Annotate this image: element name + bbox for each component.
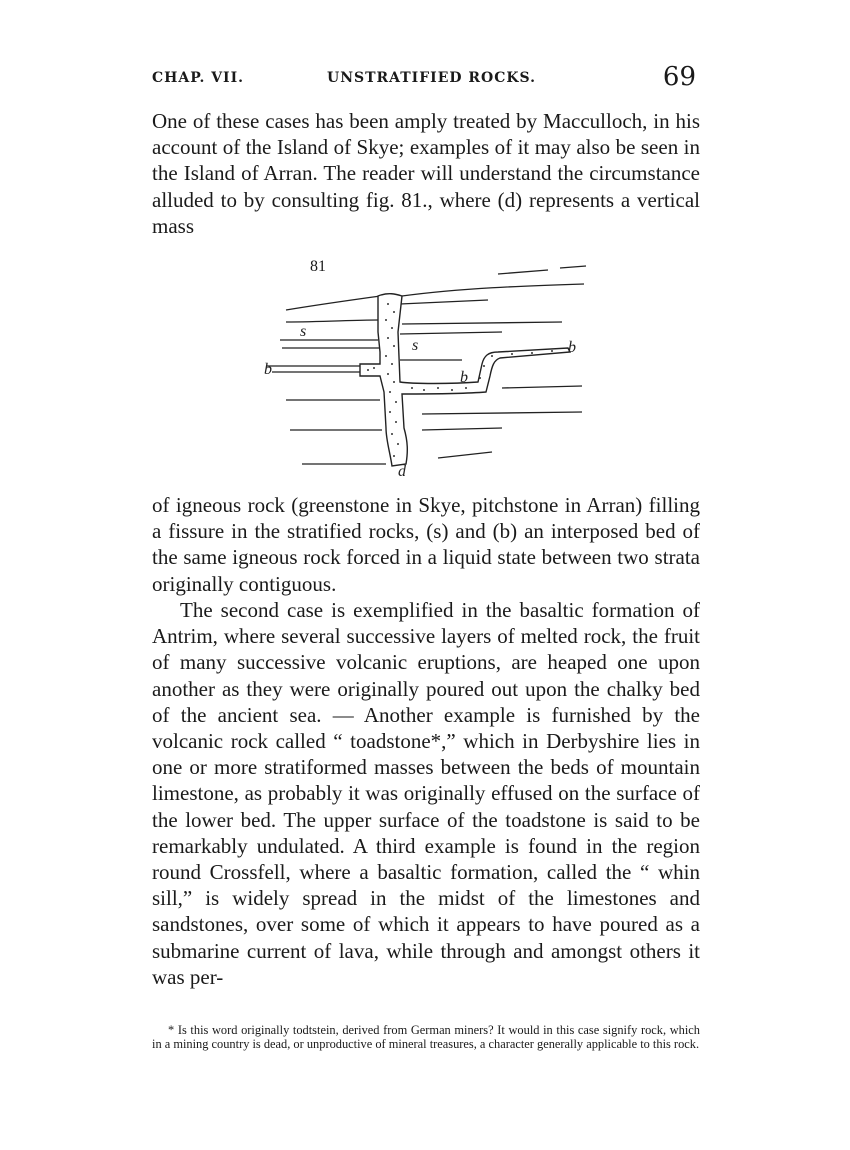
- label-b-middle: b: [460, 369, 468, 386]
- paragraph-second-case: The second case is exemplified in the basaltic formation of Antrim, where several successive layers of melted rock, the fruit of many successive volcanic eruptions, are heaped one upon another as they were originally poured out upon the chalky bed of the ancient sea. — Another example is furnished by the volcanic rock called “ toadstone*,” which in Derbyshire lies in one or more stratiformed masses between the beds of mountain limestone, as probably it was originally effused on the surface of the lower bed. The upper surface of the toadstone is said to be remarkably undulated. A third example is found in the region round Crossfell, where a basaltic formation, called the “ whin sill,” is widely spread in the midst of the limestones and sandstones, over some of which it appears to have poured as a submarine current of lava, while through and amongst others it was per-: [152, 598, 700, 989]
- strata-lines-left: [266, 296, 386, 464]
- page-number: 69: [662, 62, 696, 92]
- paragraph-intro: One of these cases has been amply treated by Macculloch, in his account of the Island of Skye; examples of it may also be seen in the Island of Arran. The reader will understand the circumstance alluded to by consulting fig. 81., where (d) represents a vertical mass: [152, 109, 700, 238]
- label-b-left: b: [264, 361, 272, 378]
- figure-number: 81: [310, 258, 326, 275]
- strata-diagram: [262, 252, 602, 477]
- label-s-left: s: [300, 323, 307, 340]
- figure-81: [262, 252, 602, 477]
- label-d: d: [398, 463, 406, 477]
- label-b-right: b: [568, 339, 576, 356]
- label-s-right: s: [412, 337, 419, 354]
- chapter-label: CHAP. VII.: [152, 70, 245, 86]
- running-header: [152, 62, 700, 96]
- running-title: UNSTRATIFIED ROCKS.: [327, 70, 537, 86]
- footnote: * Is this word originally todtstein, derived from German miners? It would in this case signify rock, which in a mining country is dead, or unproductive of mineral treasures, a character generally applicable to this rock.: [152, 1023, 700, 1051]
- paragraph-figure-explanation: of igneous rock (greenstone in Skye, pitchstone in Arran) filling a fissure in the stratified rocks, (s) and (b) an interposed bed of the same igneous rock forced in a liquid state between two strata originally contiguous.: [152, 493, 700, 596]
